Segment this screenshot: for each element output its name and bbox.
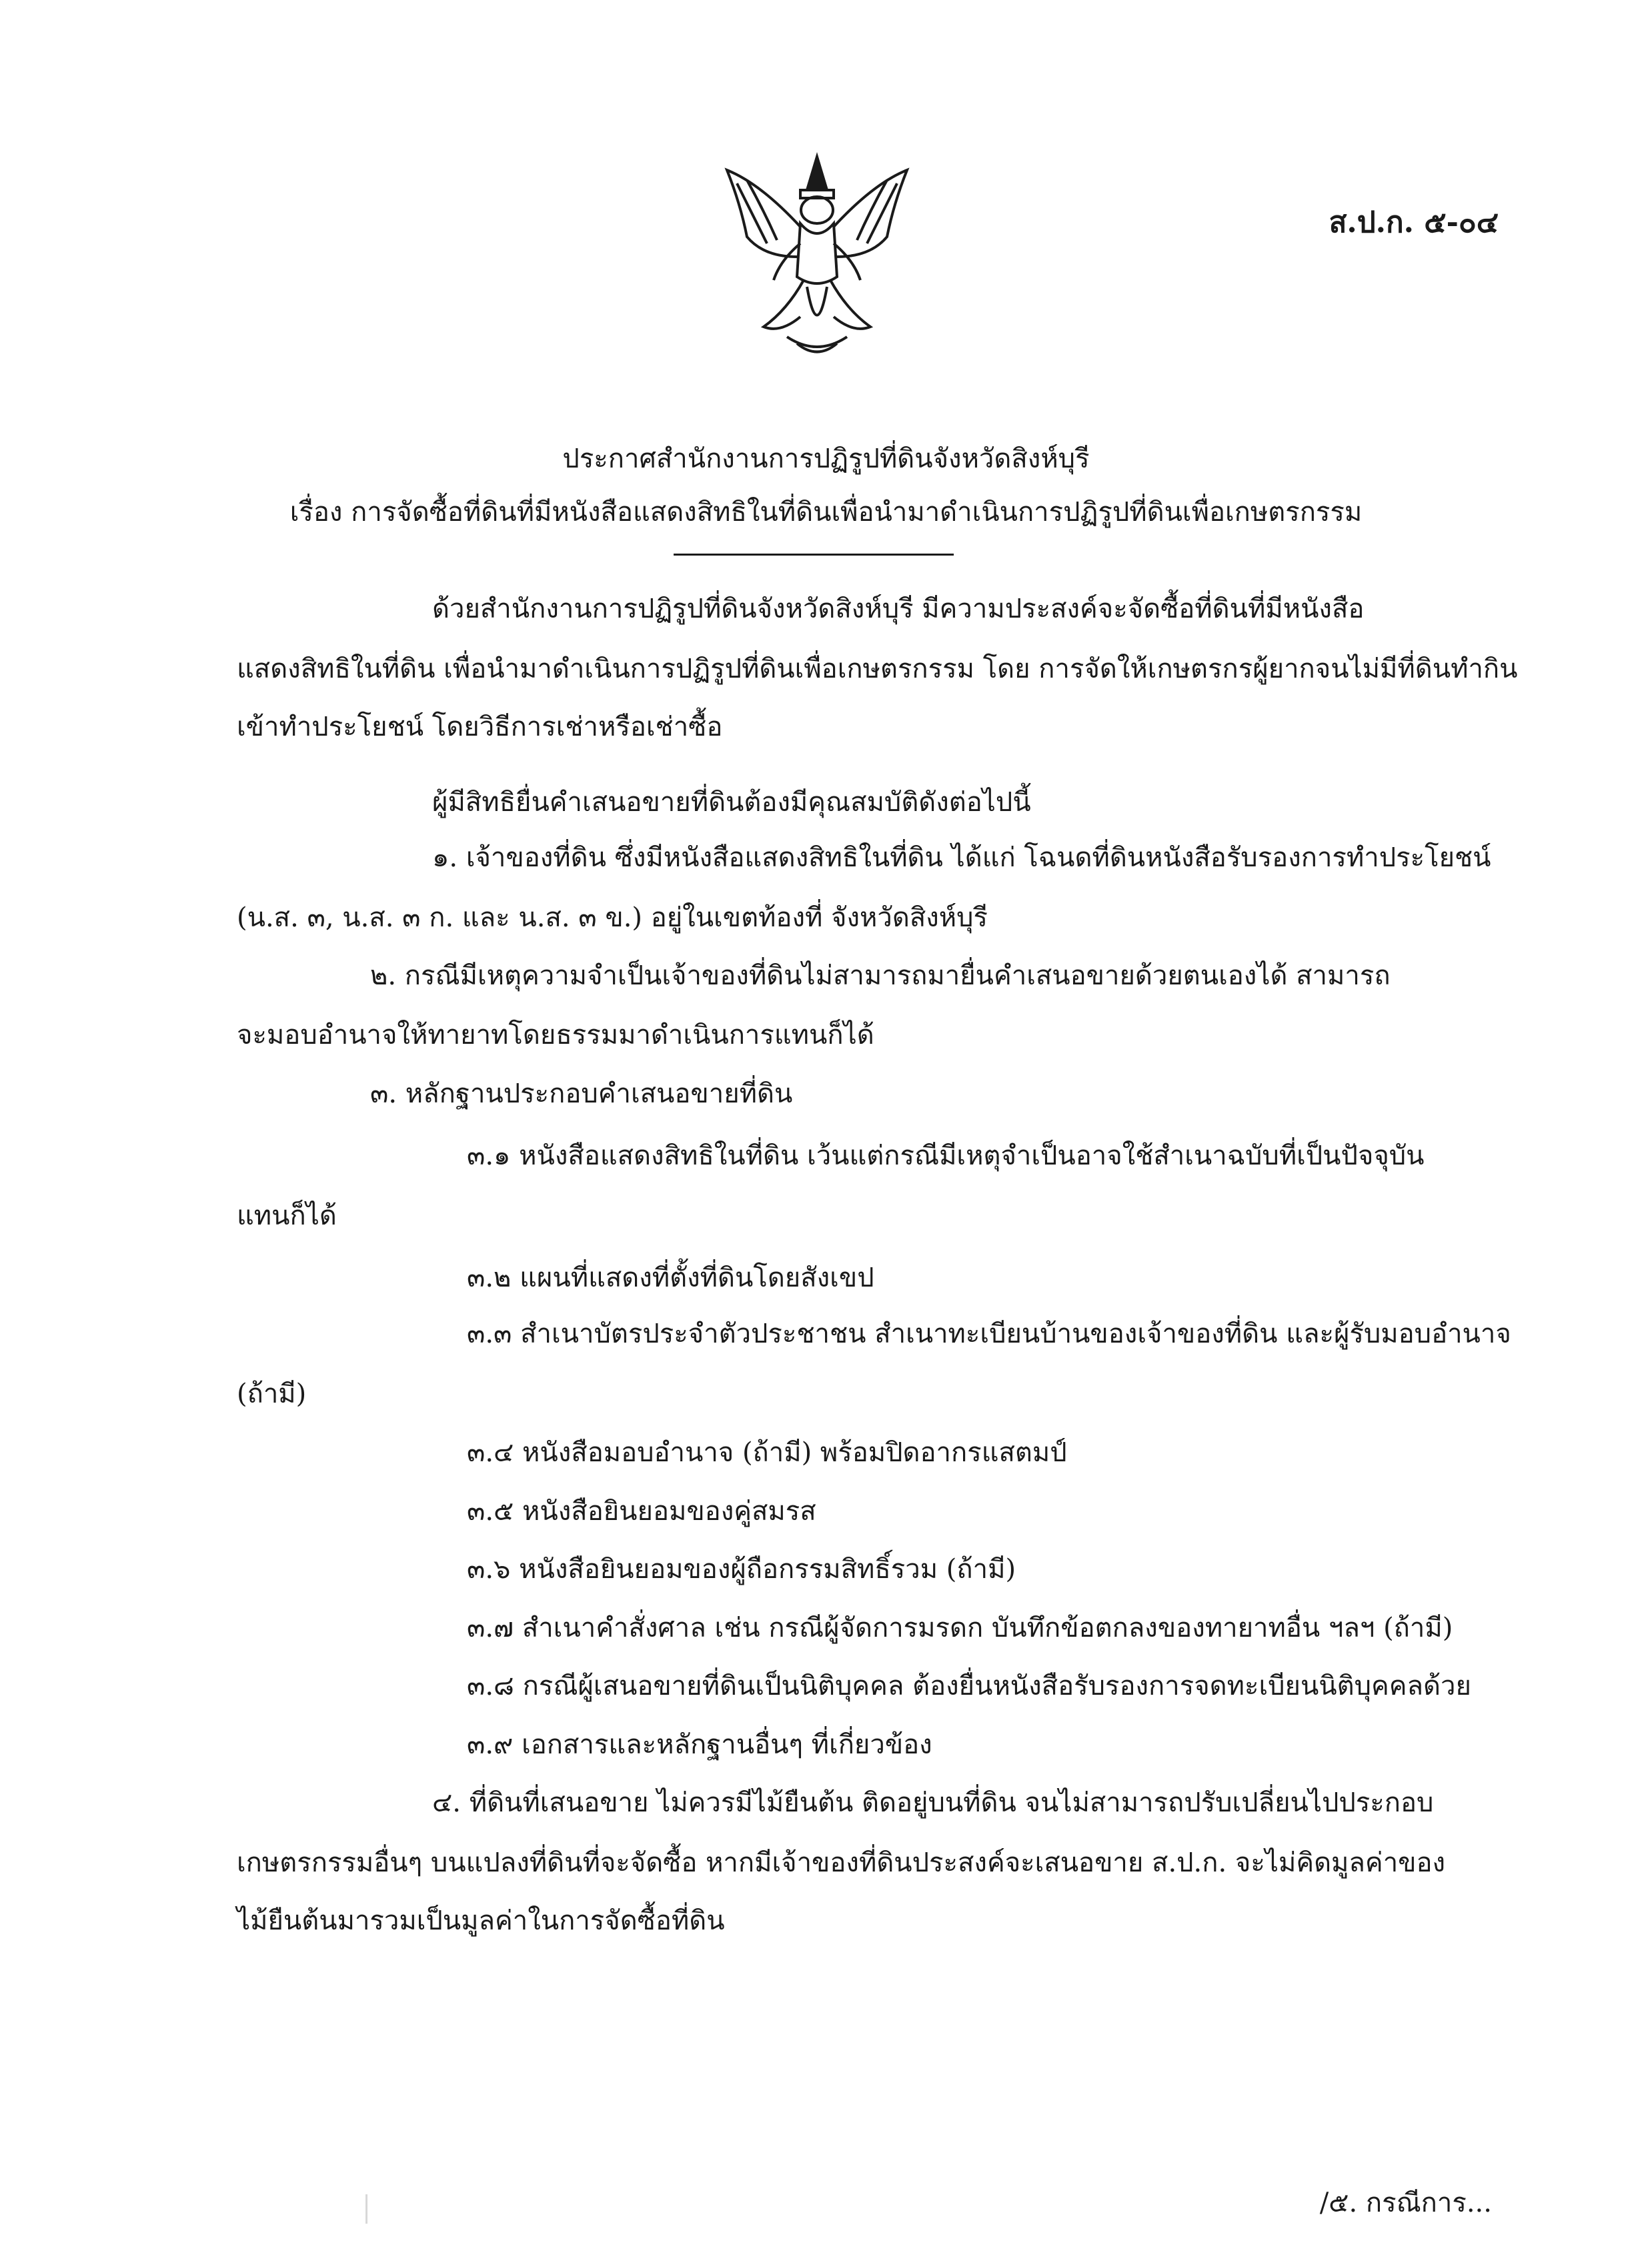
item-1-line-2: (น.ส. ๓, น.ส. ๓ ก. และ น.ส. ๓ ข.) อยู่ในเขตท้องที่ จังหวัดสิงห์บุรี [237,902,988,933]
item-3-7: ๓.๗ สำเนาคำสั่งศาล เช่น กรณีผู้จัดการมรดก บันทึกข้อตกลงของทายาทอื่น ฯลฯ (ถ้ามี) [467,1613,1453,1643]
title-divider [674,554,954,556]
intro-line-2: แสดงสิทธิในที่ดิน เพื่อนำมาดำเนินการปฏิรูปที่ดินเพื่อเกษตรกรรม โดย การจัดให้เกษตรกรผู้ยากจนไม่มีที่ดินทำกิน [237,654,1518,684]
item-3-3-line-2: (ถ้ามี) [237,1379,307,1409]
item-3-1-line-1: ๓.๑ หนังสือแสดงสิทธิในที่ดิน เว้นแต่กรณีมีเหตุจำเป็นอาจใช้สำเนาฉบับที่เป็นปัจจุบัน [467,1141,1425,1171]
garuda-emblem-icon [707,143,927,363]
item-3-1-line-2: แทนก็ได้ [237,1201,337,1231]
item-2-line-2: จะมอบอำนาจให้ทายาทโดยธรรมมาดำเนินการแทนก็ได้ [237,1020,874,1050]
announcement-subject: เรื่อง การจัดซื้อที่ดินที่มีหนังสือแสดงสิทธิในที่ดินเพื่อนำมาดำเนินการปฏิรูปที่ดินเพื่อเกษตรกรรม [289,497,1363,528]
item-4-line-1: ๔. ที่ดินที่เสนอขาย ไม่ควรมีไม้ยืนต้น ติดอยู่บนที่ดิน จนไม่สามารถปรับเปลี่ยนไปประกอบ [432,1787,1434,1818]
item-3-3-line-1: ๓.๓ สำเนาบัตรประจำตัวประชาชน สำเนาทะเบียนบ้านของเจ้าของที่ดิน และผู้รับมอบอำนาจ [467,1319,1511,1349]
item-4-line-3: ไม้ยืนต้นมารวมเป็นมูลค่าในการจัดซื้อที่ดิน [237,1906,725,1936]
item-1-line-1: ๑. เจ้าของที่ดิน ซึ่งมีหนังสือแสดงสิทธิในที่ดิน ได้แก่ โฉนดที่ดินหนังสือรับรองการทำประโยชน์ [432,842,1491,873]
item-3-4: ๓.๔ หนังสือมอบอำนาจ (ถ้ามี) พร้อมปิดอากรแสตมป์ [467,1437,1067,1468]
item-3-8: ๓.๘ กรณีผู้เสนอขายที่ดินเป็นนิติบุคคล ต้องยื่นหนังสือรับรองการจดทะเบียนนิติบุคคลด้วย [467,1671,1471,1701]
item-3-6: ๓.๖ หนังสือยินยอมของผู้ถือกรรมสิทธิ์รวม (ถ้ามี) [467,1554,1016,1585]
scan-mark [365,2194,367,2224]
item-3-5: ๓.๕ หนังสือยินยอมของคู่สมรส [467,1496,816,1527]
qualification-heading: ผู้มีสิทธิยื่นคำเสนอขายที่ดินต้องมีคุณสมบัติดังต่อไปนี้ [432,787,1031,818]
document-number: ส.ป.ก. ๕-๐๔ [1329,205,1499,239]
item-4-line-2: เกษตรกรรมอื่นๆ บนแปลงที่ดินที่จะจัดซื้อ หากมีเจ้าของที่ดินประสงค์จะเสนอขาย ส.ป.ก. จะไม่คิดมูลค่าของ [237,1847,1446,1878]
intro-line-3: เข้าทำประโยชน์ โดยวิธีการเช่าหรือเช่าซื้อ [237,712,723,742]
item-2-line-1: ๒. กรณีมีเหตุความจำเป็นเจ้าของที่ดินไม่สามารถมายื่นคำเสนอขายด้วยตนเองได้ สามารถ [370,960,1391,991]
item-3-9: ๓.๙ เอกสารและหลักฐานอื่นๆ ที่เกี่ยวข้อง [467,1729,932,1760]
intro-line-1: ด้วยสำนักงานการปฏิรูปที่ดินจังหวัดสิงห์บุรี มีความประสงค์จะจัดซื้อที่ดินที่มีหนังสือ [432,594,1365,624]
page-continuation: /๕. กรณีการ... [1319,2188,1492,2218]
item-3-2: ๓.๒ แผนที่แสดงที่ตั้งที่ดินโดยสังเขป [467,1263,874,1293]
item-3-heading: ๓. หลักฐานประกอบคำเสนอขายที่ดิน [370,1078,793,1109]
announcement-title: ประกาศสำนักงานการปฏิรูปที่ดินจังหวัดสิงห์บุรี [562,444,1090,474]
